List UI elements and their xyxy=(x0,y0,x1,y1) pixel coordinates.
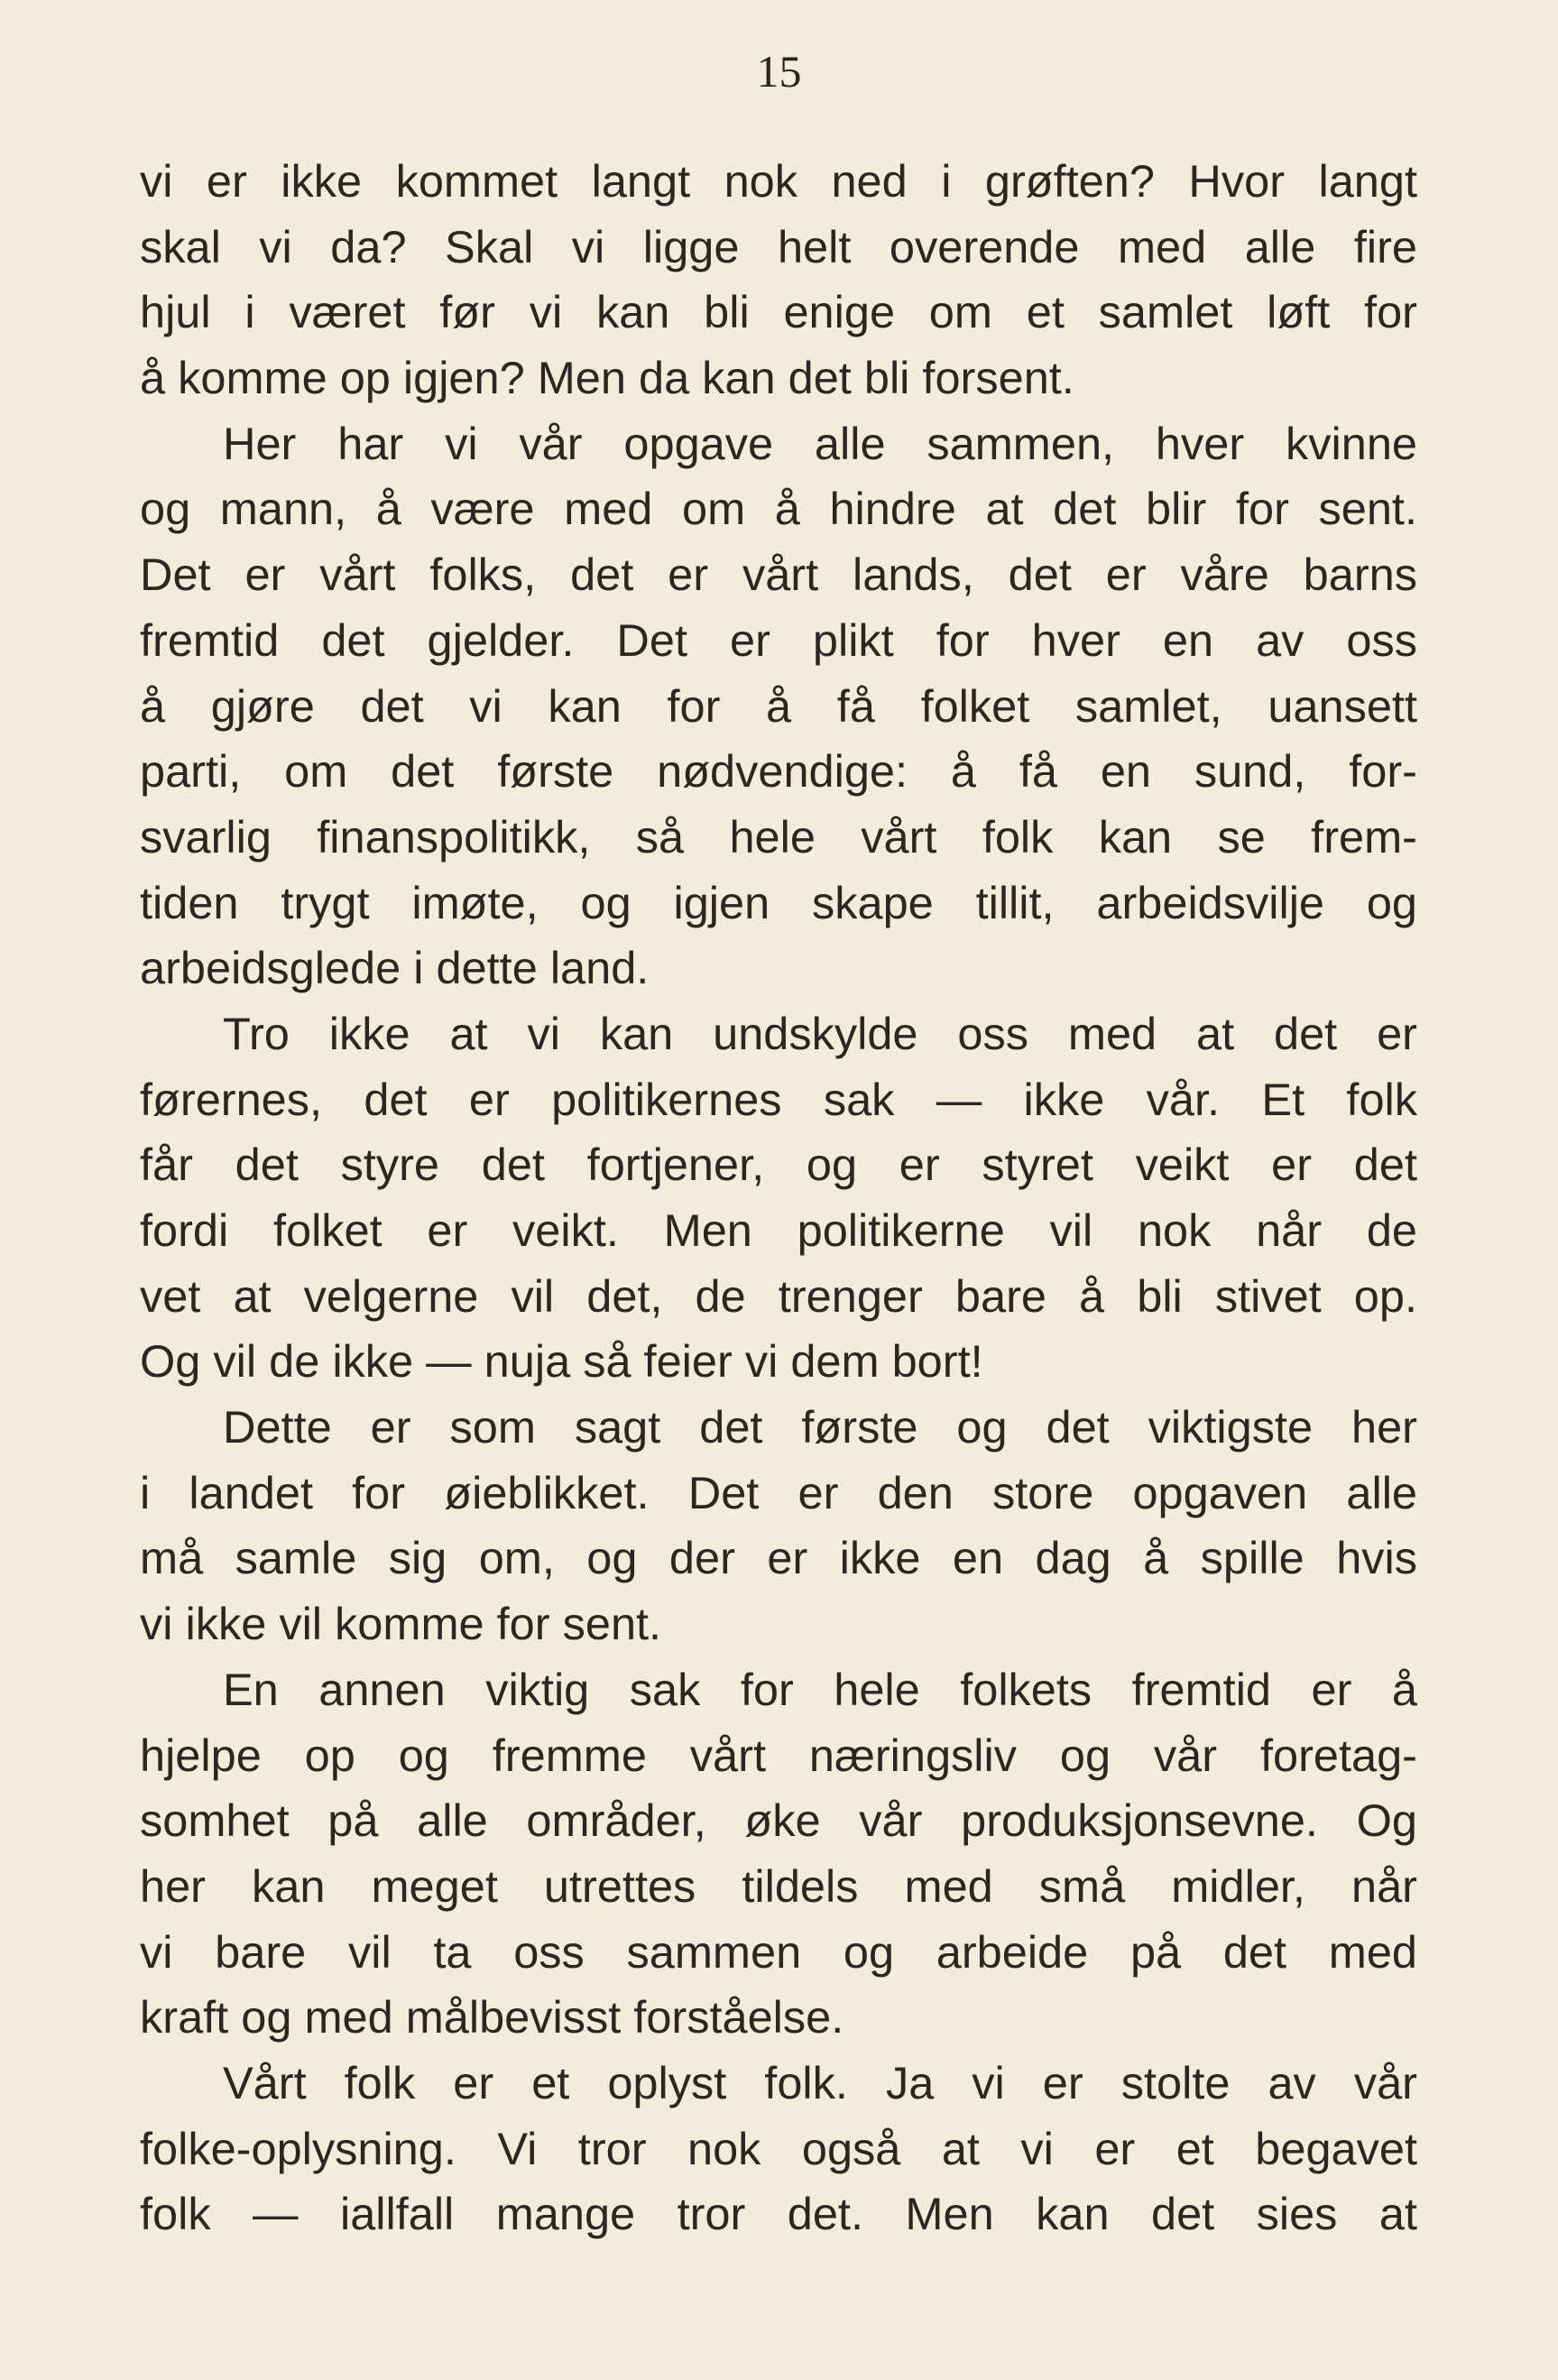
text-line: Her har vi vår opgave alle sammen, hver kvinne xyxy=(223,417,1417,469)
text-line: fordi folket er veikt. Men politikerne vil nok når de xyxy=(140,1204,1417,1256)
text-line: Det er vårt folks, det er vårt lands, det er våre barns xyxy=(140,549,1417,601)
text-line: skal vi da? Skal vi ligge helt overende med alle fire xyxy=(140,220,1417,272)
text-line: vi ikke vil komme for sent. xyxy=(140,1598,662,1650)
text-line: Dette er som sagt det første og det viktigste her xyxy=(223,1401,1417,1453)
text-line: Og vil de ikke — nuja så feier vi dem bort! xyxy=(140,1335,983,1388)
body-text xyxy=(140,149,1417,2247)
text-line: å gjøre det vi kan for å få folket samlet, uansett xyxy=(140,679,1417,732)
text-line: arbeidsglede i dette land. xyxy=(140,942,650,994)
text-line: i landet for øieblikket. Det er den store opgaven alle xyxy=(140,1466,1417,1518)
text-line: En annen viktig sak for hele folkets fremtid er å xyxy=(223,1663,1417,1715)
text-line: Tro ikke at vi kan undskylde oss med at det er xyxy=(223,1007,1417,1059)
text-line: og mann, å være med om å hindre at det blir for sent. xyxy=(140,483,1417,535)
text-line: folke-oplysning. Vi tror nok også at vi er et begavet xyxy=(140,2122,1417,2174)
text-line: å komme op igjen? Men da kan det bli forsent. xyxy=(140,352,1074,404)
text-line: tiden trygt imøte, og igjen skape tillit, arbeidsvilje og xyxy=(140,876,1417,928)
text-line: hjelpe op og fremme vårt næringsliv og vår foretag- xyxy=(140,1729,1417,1781)
text-line: svarlig finanspolitikk, så hele vårt folk kan se frem- xyxy=(140,810,1417,863)
text-line: vet at velgerne vil det, de trenger bare å bli stivet op. xyxy=(140,1269,1417,1322)
text-line: hjul i været før vi kan bli enige om et samlet løft for xyxy=(140,286,1417,338)
text-line: Vårt folk er et oplyst folk. Ja vi er stolte av vår xyxy=(223,2056,1417,2108)
text-line: folk — iallfall mange tror det. Men kan det sies at xyxy=(140,2188,1417,2240)
text-line: her kan meget utrettes tildels med små midler, når xyxy=(140,1859,1417,1912)
text-line: får det styre det fortjener, og er styret veikt er det xyxy=(140,1139,1417,1191)
text-line: vi bare vil ta oss sammen og arbeide på det med xyxy=(140,1925,1417,1978)
text-line: vi er ikke kommet langt nok ned i grøften? Hvor langt xyxy=(140,155,1417,207)
text-line: må samle sig om, og der er ikke en dag å spille hvis xyxy=(140,1532,1417,1584)
text-line: fremtid det gjelder. Det er plikt for hver en av oss xyxy=(140,613,1417,666)
text-line: førernes, det er politikernes sak — ikke vår. Et folk xyxy=(140,1073,1417,1125)
page-number: 15 xyxy=(756,46,802,97)
text-line: somhet på alle områder, øke vår produksjonsevne. Og xyxy=(140,1794,1417,1847)
text-line: kraft og med målbevisst forståelse. xyxy=(140,1991,844,2043)
text-line: parti, om det første nødvendige: å få en sund, for- xyxy=(140,745,1417,798)
